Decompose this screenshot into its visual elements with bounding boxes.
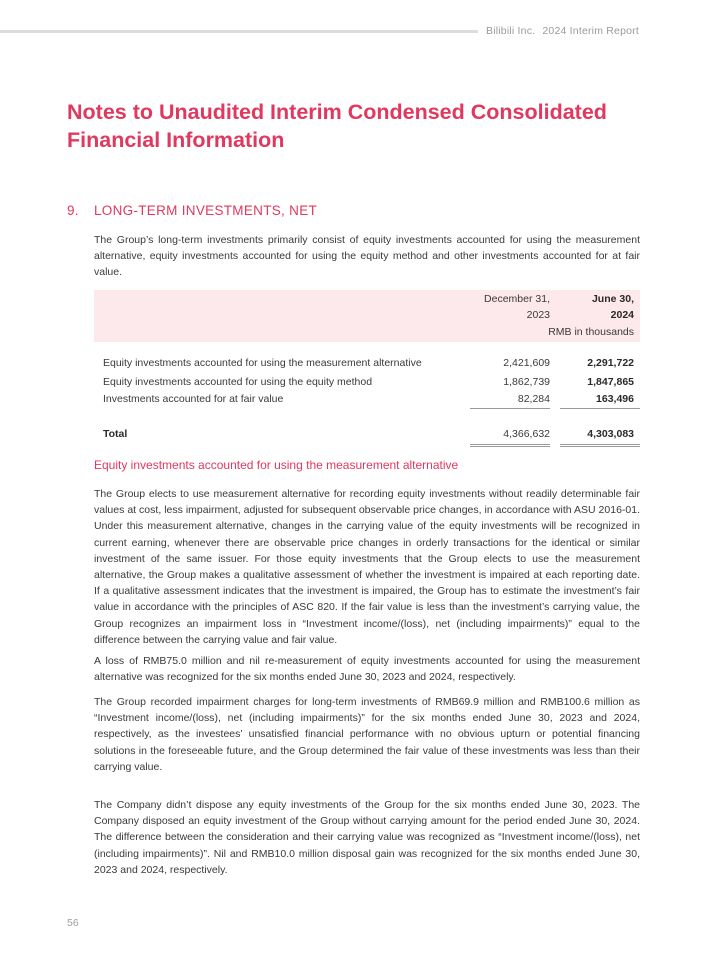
section-title: LONG-TERM INVESTMENTS, NET xyxy=(94,203,318,218)
page-number: 56 xyxy=(67,917,79,929)
total-value-2023: 4,366,632 xyxy=(503,428,550,440)
total-label: Total xyxy=(103,428,128,440)
total-rule-2024-a xyxy=(560,444,640,445)
investments-table xyxy=(94,290,640,440)
table-total-row xyxy=(94,426,640,443)
header-company: Bilibili Inc. xyxy=(485,25,536,37)
row-label: Investments accounted for at fair value xyxy=(103,393,284,405)
table-row xyxy=(94,391,640,408)
units-label: RMB in thousands xyxy=(548,326,634,338)
subtotal-rule-2023 xyxy=(470,408,550,409)
total-value-2024: 4,303,083 xyxy=(587,428,634,440)
table-row xyxy=(94,374,640,391)
table-row xyxy=(94,355,640,372)
total-rule-2023-b xyxy=(470,446,550,447)
header-rule xyxy=(0,30,478,33)
paragraph-remeasurement-loss: A loss of RMB75.0 million and nil re-measurement of equity investments accounted for using the measurement alternative was recognized for the six months ended June 30, 2023 and 2024, respectively. xyxy=(94,655,640,684)
page-title: Notes to Unaudited Interim Condensed Consolidated Financial Information xyxy=(67,100,607,152)
row-value-2023: 82,284 xyxy=(517,393,550,405)
col-header-2024: June 30, 2024 xyxy=(591,293,634,321)
section-intro: The Group’s long-term investments primarily consist of equity investments accounted for using the measurement alternative, equity investments accounted for using the equity method and other investments accounted for at fair value. xyxy=(94,234,640,279)
header-report: 2024 Interim Report xyxy=(542,25,639,37)
table-header xyxy=(94,290,640,342)
row-value-2023: 1,862,739 xyxy=(503,376,550,388)
total-rule-2024-b xyxy=(560,446,640,447)
subsection-heading: Equity investments accounted for using the measurement alternative xyxy=(94,458,459,472)
paragraph-disposal: The Company didn’t dispose any equity investments of the Group for the six months ended June 30, 2023. The Company disposed an equity investment of the Group without carrying amount for the period ended June 30, 2024. The difference between the consideration and their carrying value was recognized as “Investment income/(loss), net (including impairments)”. Nil and RMB10.0 million disposal gain was recognized for the six months ended June 30, 2023 and 2024, respectively. xyxy=(94,799,640,876)
section-heading xyxy=(67,203,317,218)
paragraph-impairment-charges: The Group recorded impairment charges for long-term investments of RMB69.9 million and RMB100.6 million as “Investment income/(loss), net (including impairments)” for the six months ended June 30, 2023 and 2024, respectively, as the investees’ unsatisfied financial performance with no obvious upturn or potential financing solutions in the foreseeable future, and the Group determined the fair value of these investments was less than their carrying value. xyxy=(94,696,640,773)
row-value-2024: 2,291,722 xyxy=(587,357,634,369)
paragraph-measurement-alternative: The Group elects to use measurement alternative for recording equity investments without readily determinable fair values at cost, less impairment, adjusted for subsequent observable price changes, in accordance with ASU 2016-01. Under this measurement alternative, changes in the carrying value of the equity investments will be recognized in current earning, whenever there are observable price changes in orderly transactions for the identical or similar investment of the same issuer. For those equity investments that the Group elects to use the measurement alternative, the Group makes a qualitative assessment of whether the investment is impaired at each reporting date. If a qualitative assessment indicates that the investment is impaired, the Group has to estimate the investment’s fair value in accordance with the principles of ASC 820. If the fair value is less than the investment’s carrying value, the Group recognizes an impairment loss in “Investment income/(loss), net (including impairments)” equal to the difference between the carrying value and fair value. xyxy=(94,488,640,646)
row-label: Equity investments accounted for using the measurement alternative xyxy=(103,357,422,369)
row-value-2023: 2,421,609 xyxy=(503,357,550,369)
row-value-2024: 163,496 xyxy=(596,393,634,405)
row-label: Equity investments accounted for using the equity method xyxy=(103,376,373,388)
running-header xyxy=(482,25,639,37)
subtotal-rule-2024 xyxy=(560,408,640,409)
section-number: 9. xyxy=(67,203,79,218)
col-header-2023: December 31, 2023 xyxy=(484,293,550,321)
row-value-2024: 1,847,865 xyxy=(587,376,634,388)
total-rule-2023-a xyxy=(470,444,550,445)
